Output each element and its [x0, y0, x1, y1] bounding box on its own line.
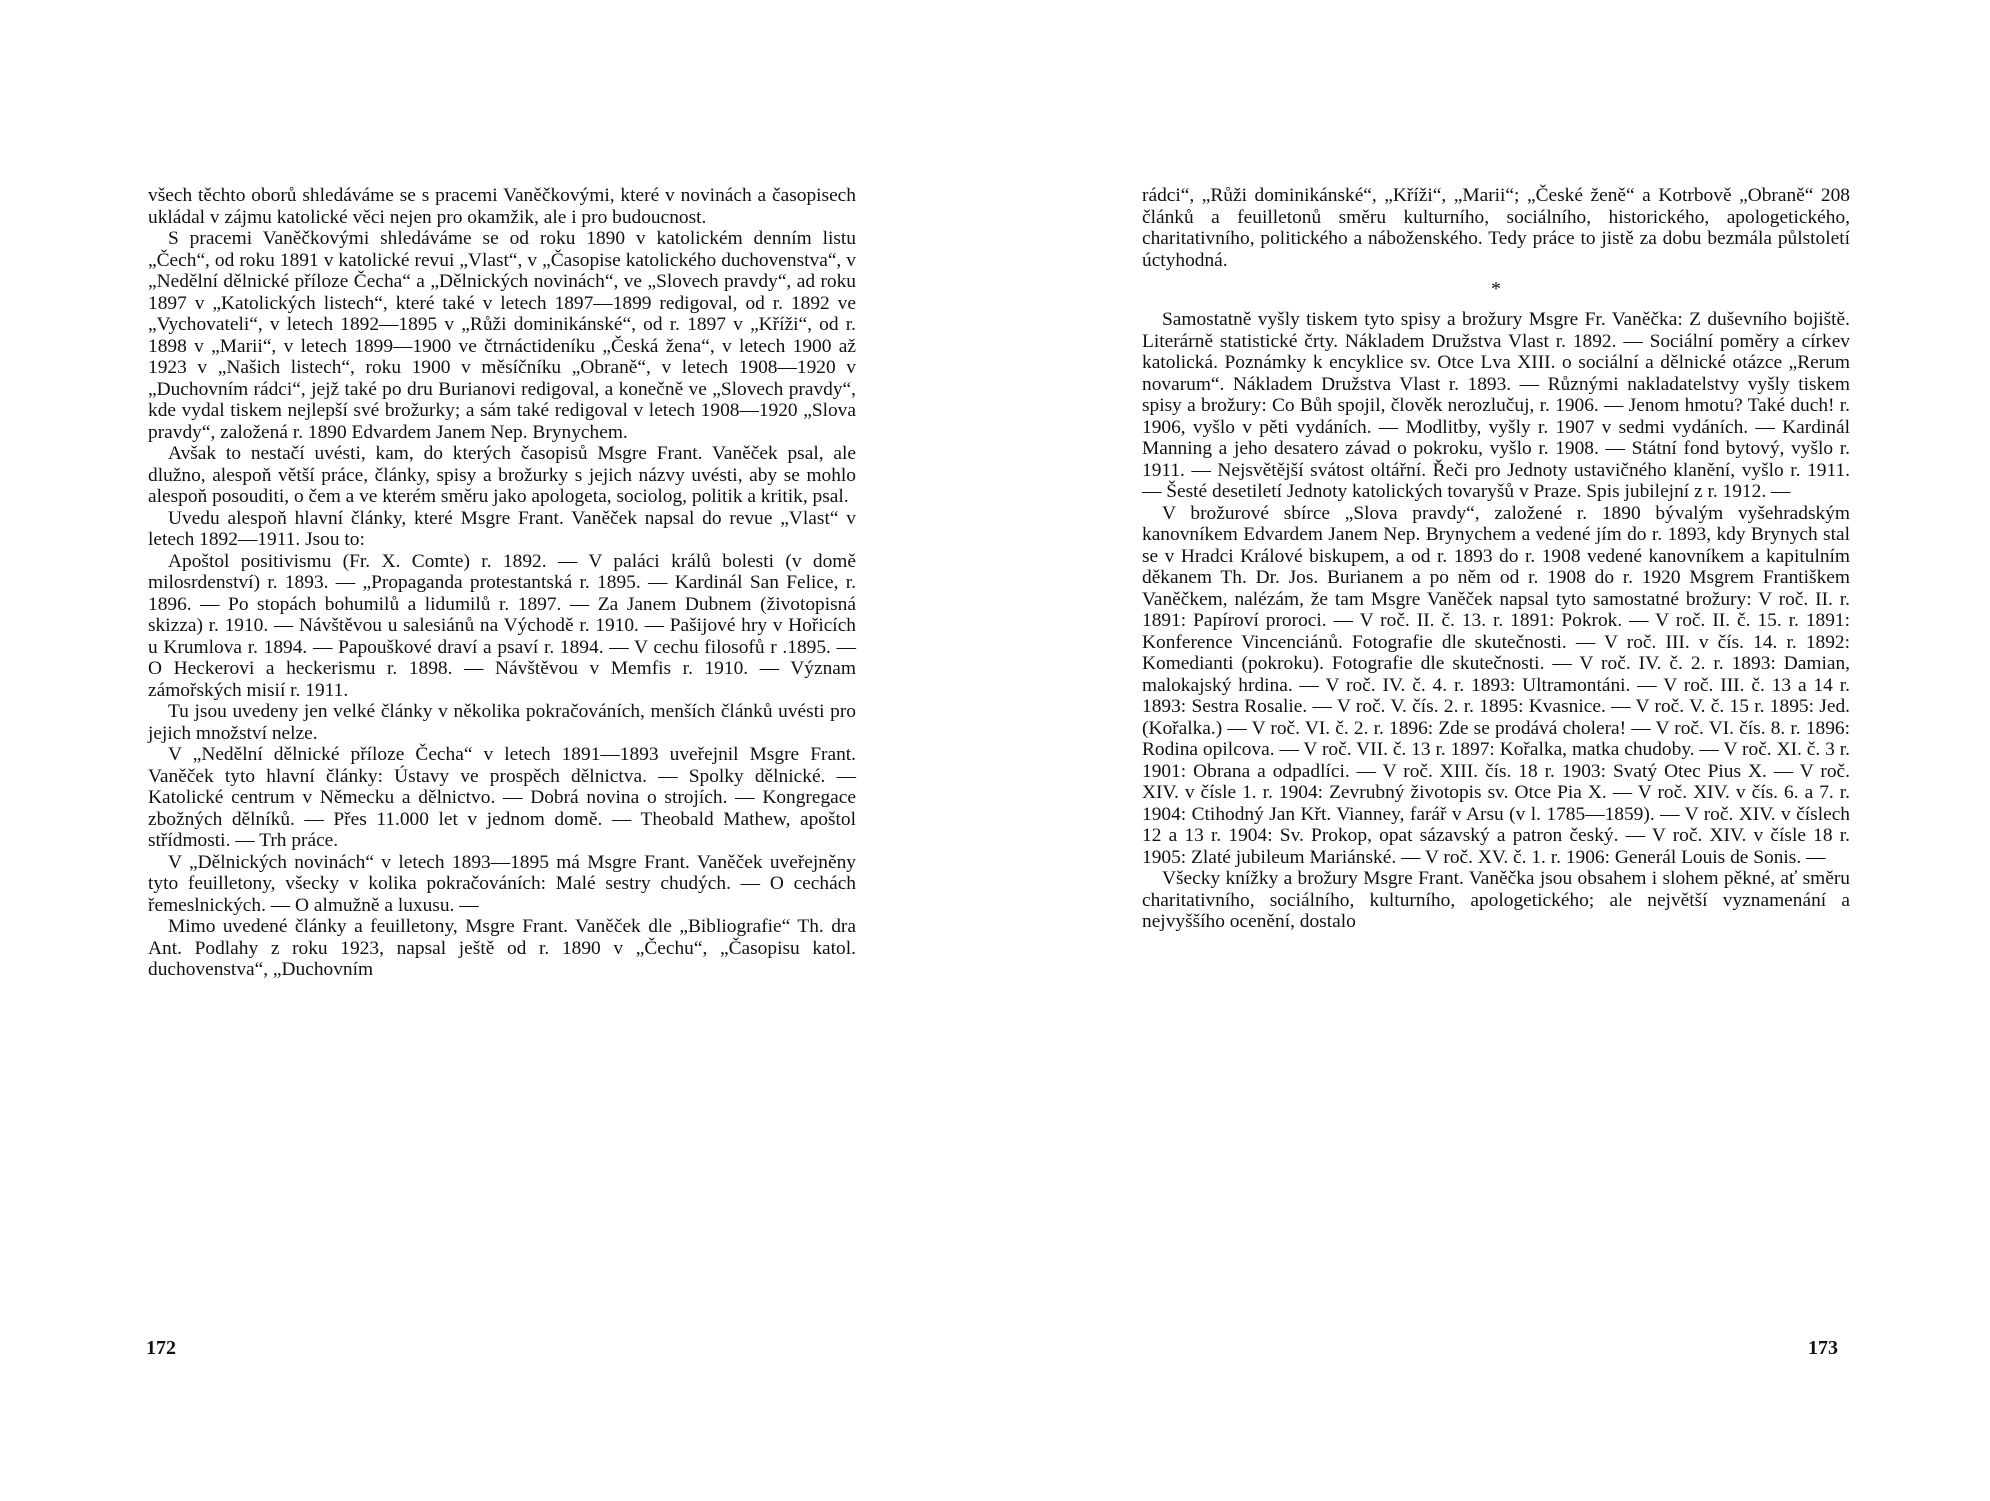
left-paragraph-4: Uvedu alespoň hlavní články, které Msgre Frant. Vaněček napsal do revue „Vlast“ v letech 1892—1911. Jsou to:: [148, 507, 856, 550]
left-paragraph-1: všech těchto oborů shledáváme se s pracemi Vaněčkovými, které v novinách a časopisech ukládal v zájmu katolické věci nejen pro okamžik, ale i pro budoucnost.: [148, 185, 856, 228]
right-paragraph-2: Samostatně vyšly tiskem tyto spisy a brožury Msgre Fr. Vaněčka: Z duševního bojiště. Literárně statistické črty. Nákladem Družstva Vlast r. 1892. — Sociální poměry a církev katolická. Poznámky k encyklice sv. Otce Lva XIII. o sociální a dělnické otázce „Rerum novarum“. Nákladem Družstva Vlast r. 1893. — Různými nakladatelstvy vyšly tiskem spisy a brožury: Co Bůh spojil, člověk nerozlučuj, r. 1906. — Jenom hmotu? Také duch! r. 1906, vyšlo v pěti vydáních. — Modlitby, vyšly r. 1907 v sedmi vydáních. — Kardinál Manning a jeho desatero závad o pokroku, vyšlo r. 1908. — Státní fond bytový, vyšlo r. 1911. — Nejsvětější svátost oltářní. Řeči pro Jednoty ustavičného klanění, vyšlo r. 1911. — Šesté desetiletí Jednoty katolických tovaryšů v Praze. Spis jubilejní z r. 1912. —: [1142, 309, 1850, 502]
left-paragraph-3: Avšak to nestačí uvésti, kam, do kterých časopisů Msgre Frant. Vaněček psal, ale dlužno, alespoň větší práce, články, spisy a brožurky s jejich názvy uvésti, aby se mohlo alespoň posouditi, o čem a ve kterém směru jako apologeta, sociolog, politik a kritik, psal.: [148, 443, 856, 507]
left-paragraph-2: S pracemi Vaněčkovými shledáváme se od roku 1890 v katolickém denním listu „Čech“, od roku 1891 v katolické revui „Vlast“, v „Časopise katolického duchovenstva“, v „Nedělní dělnické příloze Čecha“ a „Dělnických novinách“, ve „Slovech pravdy“, ad roku 1897 v „Katolických listech“, které také v letech 1897—1899 redigoval, od r. 1892 ve „Vychovateli“, v letech 1892—1895 v „Růži dominikánské“, od r. 1897 v „Kříži“, od r. 1898 v „Marii“, v letech 1899—1900 ve čtrnáctideníku „Česká žena“, v letech 1900 až 1923 v „Našich listech“, roku 1900 v měsíčníku „Obraně“, v letech 1908—1920 v „Duchovním rádci“, jejž také po dru Burianovi redigoval, a konečně ve „Slovech pravdy“, kde vydal tiskem nejlepší své brožurky; a sám také redigoval v letech 1908—1920 „Slova pravdy“, založená r. 1890 Edvardem Janem Nep. Brynychem.: [148, 228, 856, 443]
left-paragraph-7: V „Nedělní dělnické příloze Čecha“ v letech 1891—1893 uveřejnil Msgre Frant. Vaněček tyto hlavní články: Ústavy ve prospěch dělnictva. — Spolky dělnické. — Katolické centrum v Německu a dělnictvo. — Dobrá novina o strojích. — Kongregace zbožných dělníků. — Přes 11.000 let v jednom domě. — Theobald Mathew, apoštol střídmosti. — Trh práce.: [148, 744, 856, 851]
left-paragraph-6: Tu jsou uvedeny jen velké články v několika pokračováních, menších článků uvésti pro jejich množství nelze.: [148, 701, 856, 744]
left-paragraph-9: Mimo uvedené články a feuilletony, Msgre Frant. Vaněček dle „Bibliografie“ Th. dra Ant. Podlahy z roku 1923, napsal ještě od r. 1890 v „Čechu“, „Časopisu katol. duchovenstva“, „Duchovním: [148, 916, 856, 980]
left-paragraph-5: Apoštol positivismu (Fr. X. Comte) r. 1892. — V paláci králů bolesti (v domě milosrdenství) r. 1893. — „Propaganda protestantská r. 1895. — Kardinál San Felice, r. 1896. — Po stopách bohumilů a lidumilů r. 1897. — Za Janem Dubnem (životopisná skizza) r. 1910. — Návštěvou u salesiánů na Východě r. 1910. — Pašijové hry v Hořicích u Krumlova r. 1894. — Papouškové draví a psaví r. 1894. — V cechu filosofů r .1895. — O Heckerovi a heckerismu r. 1898. — Návštěvou v Memfis r. 1910. — Význam zámořských misií r. 1911.: [148, 550, 856, 701]
right-paragraph-4: Všecky knížky a brožury Msgre Frant. Vaněčka jsou obsahem i slohem pěkné, ať směru charitativního, sociálního, kulturního, apologetického; ale největší vyznamenání a nejvyššího ocenění, dostalo: [1142, 868, 1850, 932]
section-separator: *: [1491, 278, 1501, 300]
left-page-number: 172: [146, 1337, 176, 1359]
right-page: [1142, 185, 1850, 933]
right-page-number: 173: [1808, 1337, 1838, 1359]
left-page: [148, 185, 856, 981]
right-paragraph-3: V brožurové sbírce „Slova pravdy“, založené r. 1890 bývalým vyšehradským kanovníkem Edvardem Janem Nep. Brynychem a vedené jím do r. 1893, kdy Brynych stal se v Hradci Králové biskupem, a od r. 1893 do r. 1908 vedené kanovníkem a kapitulním děkanem Th. Dr. Jos. Burianem a po něm od r. 1908 do r. 1920 Msgrem Františkem Vaněčkem, nalézám, že tam Msgre Vaněček napsal tyto samostatné brožury: V roč. II. r. 1891: Papíroví proroci. — V roč. II. č. 13. r. 1891: Pokrok. — V roč. II. č. 15. r. 1891: Konference Vincenciánů. Fotografie dle skutečnosti. — V roč. III. v čís. 14. r. 1892: Komedianti (pokroku). Fotografie dle skutečnosti. — V roč. IV. č. 2. r. 1893: Damian, malokajský hrdina. — V roč. IV. č. 4. r. 1893: Ultramontáni. — V roč. III. č. 13 a 14 r. 1893: Sestra Rosalie. — V roč. V. čís. 2. r. 1895: Kvasnice. — V roč. V. č. 15 r. 1895: Jed. (Kořalka.) — V roč. VI. č. 2. r. 1896: Zde se prodává cholera! — V roč. VI. čís. 8. r. 1896: Rodina opilcova. — V roč. VII. č. 13 r. 1897: Kořalka, matka chudoby. — V roč. XI. č. 3 r. 1901: Obrana a odpadlíci. — V roč. XIII. čís. 18 r. 1903: Svatý Otec Pius X. — V roč. XIV. v čísle 1. r. 1904: Zevrubný životopis sv. Otce Pia X. — V roč. XIV. v čís. 6. a 7. r. 1904: Ctihodný Jan Křt. Vianney, farář v Arsu (v l. 1785—1859). — V roč. XIV. v číslech 12 a 13 r. 1904: Sv. Prokop, opat sázavský a patron český. — V roč. XIV. v čísle 18 r. 1905: Zlaté jubileum Mariánské. — V roč. XV. č. 1. r. 1906: Generál Louis de Sonis. —: [1142, 502, 1850, 868]
right-paragraph-1: rádci“, „Růži dominikánské“, „Kříži“, „Marii“; „České ženě“ a Kotrbově „Obraně“ 208 článků a feuilletonů směru kulturního, sociálního, historického, apologetického, charitativního, politického a náboženského. Tedy práce to jistě za dobu bezmála půlstoletí úctyhodná.: [1142, 185, 1850, 271]
left-paragraph-8: V „Dělnických novinách“ v letech 1893—1895 má Msgre Frant. Vaněček uveřejněny tyto feuilletony, všecky v kolika pokračováních: Malé sestry chudých. — O cechách řemeslnických. — O almužně a luxusu. —: [148, 851, 856, 916]
